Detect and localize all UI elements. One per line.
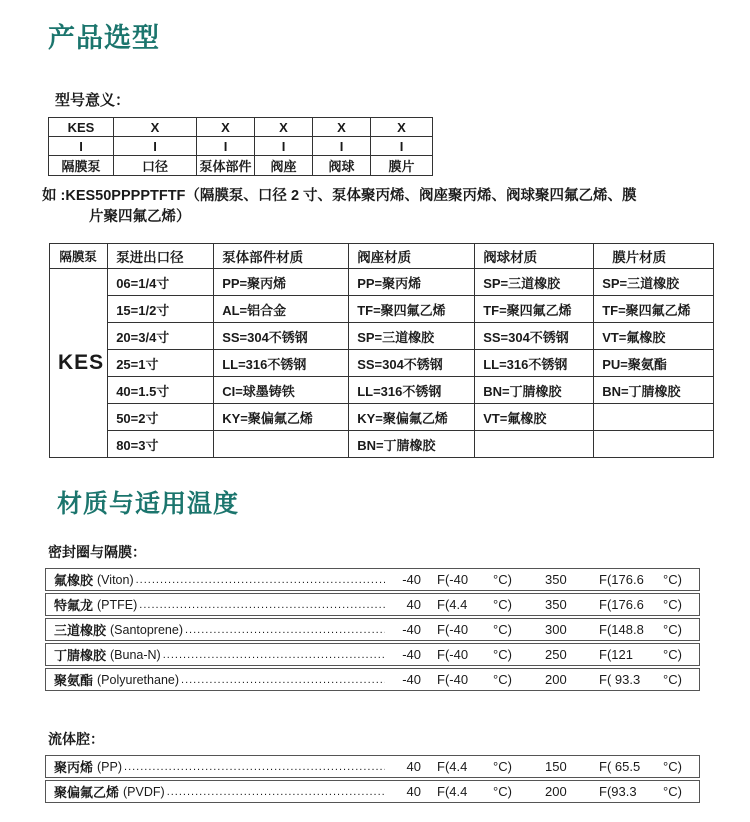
- selection-row: [50, 296, 714, 323]
- material-name-en: (PTFE): [97, 597, 138, 612]
- model-code-cell: I: [49, 137, 114, 156]
- selection-cell: 20=3/4寸: [108, 323, 214, 350]
- dot-leader: [185, 624, 385, 636]
- material-name: 特氟龙: [54, 598, 94, 613]
- selection-cell: [475, 431, 594, 458]
- selection-cell: PU=聚氨酯: [594, 350, 714, 377]
- selection-cell: PP=聚丙烯: [349, 269, 475, 296]
- model-code-cell: 阀球: [313, 156, 371, 176]
- temp-low-unit: °C): [493, 647, 512, 662]
- model-code-cell: 膜片: [371, 156, 433, 176]
- model-code-row-2: [49, 156, 433, 176]
- material-name: 聚丙烯: [54, 760, 94, 775]
- temperature-row: [45, 780, 700, 803]
- model-code-cell: X: [114, 118, 197, 137]
- model-example-line1: 如 :KES50PPPPTFTF（隔膜泵、口径 2 寸、泵体聚丙烯、阀座聚丙烯、阀球聚四氟乙烯、膜: [42, 188, 637, 204]
- temp-high-value: 350: [545, 597, 567, 612]
- temp-low-f: F(-40: [437, 647, 469, 662]
- temp-high-unit: °C): [663, 647, 682, 662]
- temp-low-f: F(4.4: [437, 759, 468, 774]
- temp-high-f: F(93.3: [599, 784, 637, 799]
- temp-low-f: F(-40: [437, 572, 469, 587]
- model-code-cell: X: [255, 118, 313, 137]
- material-selection-table-body: [50, 269, 714, 458]
- temp-high-unit: °C): [663, 622, 682, 637]
- selection-cell: BN=丁腈橡胶: [594, 377, 714, 404]
- material-name-en: (PP): [97, 759, 123, 774]
- model-example-line2: 片聚四氟乙烯）: [89, 209, 191, 225]
- temp-high-value: 200: [545, 784, 567, 799]
- model-code-cell: 阀座: [255, 156, 313, 176]
- column-header: 阀球材质: [475, 244, 594, 269]
- column-header: 膜片材质: [594, 244, 714, 269]
- model-code-cell: I: [114, 137, 197, 156]
- selection-cell: SP=三道橡胶: [594, 269, 714, 296]
- selection-cell: LL=316不锈钢: [475, 350, 594, 377]
- temperature-row: [45, 668, 700, 691]
- temp-high-unit: °C): [663, 784, 682, 799]
- temp-low-unit: °C): [493, 784, 512, 799]
- dot-leader: [139, 599, 385, 611]
- column-header: 泵体部件材质: [214, 244, 349, 269]
- dot-leader: [124, 761, 385, 773]
- selection-row: [50, 377, 714, 404]
- temp-low-f: F(4.4: [437, 597, 468, 612]
- temp-high-value: 300: [545, 622, 567, 637]
- material-name: 聚偏氟乙烯: [54, 785, 120, 800]
- model-code-row-0: [49, 118, 433, 137]
- model-code-cell: X: [313, 118, 371, 137]
- selection-cell: AL=铝合金: [214, 296, 349, 323]
- material-name-en: (Buna-N): [110, 647, 161, 662]
- temp-low-value: -40: [402, 622, 421, 637]
- material-name-en: (Santoprene): [110, 622, 183, 637]
- temp-low-unit: °C): [493, 597, 512, 612]
- selection-row: [50, 431, 714, 458]
- model-code-cell: I: [197, 137, 255, 156]
- temp-high-value: 250: [545, 647, 567, 662]
- material-selection-table: [49, 243, 714, 458]
- model-meaning-label: 型号意义：: [55, 92, 131, 109]
- selection-cell: SS=304不锈钢: [214, 323, 349, 350]
- selection-row: [50, 323, 714, 350]
- model-code-cell: 口径: [114, 156, 197, 176]
- temp-high-f: F(121: [599, 647, 633, 662]
- selection-cell: SP=三道橡胶: [475, 269, 594, 296]
- selection-cell: 25=1寸: [108, 350, 214, 377]
- column-header: 阀座材质: [349, 244, 475, 269]
- fluid-temperature-table: [45, 755, 750, 803]
- selection-cell: TF=聚四氟乙烯: [475, 296, 594, 323]
- selection-cell: 40=1.5寸: [108, 377, 214, 404]
- column-header: 泵进出口径: [108, 244, 214, 269]
- pump-series-code: KES: [50, 269, 108, 458]
- selection-cell: TF=聚四氟乙烯: [349, 296, 475, 323]
- selection-cell: LL=316不锈钢: [214, 350, 349, 377]
- model-code-row-1: [49, 137, 433, 156]
- selection-row: [50, 404, 714, 431]
- temp-low-f: F(-40: [437, 622, 469, 637]
- header-row: [50, 244, 714, 269]
- model-code-cell: I: [313, 137, 371, 156]
- selection-row: [50, 350, 714, 377]
- material-name: 聚氨酯: [54, 673, 94, 688]
- material-name-en: (PVDF): [123, 784, 165, 799]
- selection-cell: TF=聚四氟乙烯: [594, 296, 714, 323]
- temp-low-unit: °C): [493, 572, 512, 587]
- model-code-cell: I: [371, 137, 433, 156]
- temp-high-value: 350: [545, 572, 567, 587]
- temp-high-unit: °C): [663, 597, 682, 612]
- selection-cell: SP=三道橡胶: [349, 323, 475, 350]
- temp-high-unit: °C): [663, 759, 682, 774]
- model-code-cell: X: [197, 118, 255, 137]
- selection-cell: VT=氟橡胶: [594, 323, 714, 350]
- temp-high-f: F( 93.3: [599, 672, 641, 687]
- selection-cell: [214, 431, 349, 458]
- fluid-chamber-label: 流体腔：: [48, 731, 104, 747]
- column-header: 隔膜泵: [50, 244, 108, 269]
- temp-low-unit: °C): [493, 672, 512, 687]
- material-name-en: (Viton): [97, 572, 134, 587]
- model-code-cell: X: [371, 118, 433, 137]
- model-code-cell: I: [255, 137, 313, 156]
- temp-high-unit: °C): [663, 672, 682, 687]
- temp-low-f: F(-40: [437, 672, 469, 687]
- temp-low-value: 40: [406, 759, 421, 774]
- temperature-row: [45, 593, 700, 616]
- selection-cell: PP=聚丙烯: [214, 269, 349, 296]
- dot-leader: [136, 574, 385, 586]
- selection-cell: SS=304不锈钢: [475, 323, 594, 350]
- page-title-product-selection: 产品选型: [48, 23, 160, 53]
- selection-cell: LL=316不锈钢: [349, 377, 475, 404]
- selection-cell: KY=聚偏氟乙烯: [349, 404, 475, 431]
- selection-row: [50, 269, 714, 296]
- temp-low-value: 40: [406, 784, 421, 799]
- temp-low-value: -40: [402, 572, 421, 587]
- temp-low-f: F(4.4: [437, 784, 468, 799]
- temp-high-f: F(148.8: [599, 622, 644, 637]
- selection-cell: [594, 431, 714, 458]
- temp-high-value: 200: [545, 672, 567, 687]
- temp-high-value: 150: [545, 759, 567, 774]
- selection-cell: SS=304不锈钢: [349, 350, 475, 377]
- selection-cell: BN=丁腈橡胶: [475, 377, 594, 404]
- temp-low-value: 40: [406, 597, 421, 612]
- model-code-table: [48, 117, 433, 176]
- dot-leader: [181, 674, 385, 686]
- temp-low-value: -40: [402, 647, 421, 662]
- temperature-row: [45, 618, 700, 641]
- selection-cell: 06=1/4寸: [108, 269, 214, 296]
- selection-cell: BN=丁腈橡胶: [349, 431, 475, 458]
- page-title-material-temperature: 材质与适用温度: [57, 490, 240, 518]
- selection-cell: 50=2寸: [108, 404, 214, 431]
- seal-diaphragm-label: 密封圈与隔膜：: [48, 544, 146, 560]
- temp-high-f: F( 65.5: [599, 759, 641, 774]
- material-name: 三道橡胶: [54, 623, 107, 638]
- temp-high-unit: °C): [663, 572, 682, 587]
- temperature-row: [45, 643, 700, 666]
- selection-cell: KY=聚偏氟乙烯: [214, 404, 349, 431]
- material-name-en: (Polyurethane): [97, 672, 180, 687]
- temp-low-unit: °C): [493, 622, 512, 637]
- seal-temperature-table: [45, 568, 750, 691]
- selection-cell: [594, 404, 714, 431]
- temperature-row: [45, 755, 700, 778]
- selection-cell: VT=氟橡胶: [475, 404, 594, 431]
- selection-cell: CI=球墨铸铁: [214, 377, 349, 404]
- temp-high-f: F(176.6: [599, 572, 644, 587]
- model-code-cell: 隔膜泵: [49, 156, 114, 176]
- selection-cell: 80=3寸: [108, 431, 214, 458]
- catalog-page: [0, 16, 750, 803]
- material-selection-table-header: [50, 244, 714, 269]
- temp-low-value: -40: [402, 672, 421, 687]
- model-code-cell: 泵体部件: [197, 156, 255, 176]
- material-name: 丁腈橡胶: [54, 648, 107, 663]
- dot-leader: [167, 786, 385, 798]
- temp-low-unit: °C): [493, 759, 512, 774]
- dot-leader: [163, 649, 385, 661]
- temp-high-f: F(176.6: [599, 597, 644, 612]
- model-code-cell: KES: [49, 118, 114, 137]
- temperature-row: [45, 568, 700, 591]
- model-example-text: [42, 186, 750, 228]
- selection-cell: 15=1/2寸: [108, 296, 214, 323]
- model-code-table-body: [49, 118, 433, 176]
- material-name: 氟橡胶: [54, 573, 94, 588]
